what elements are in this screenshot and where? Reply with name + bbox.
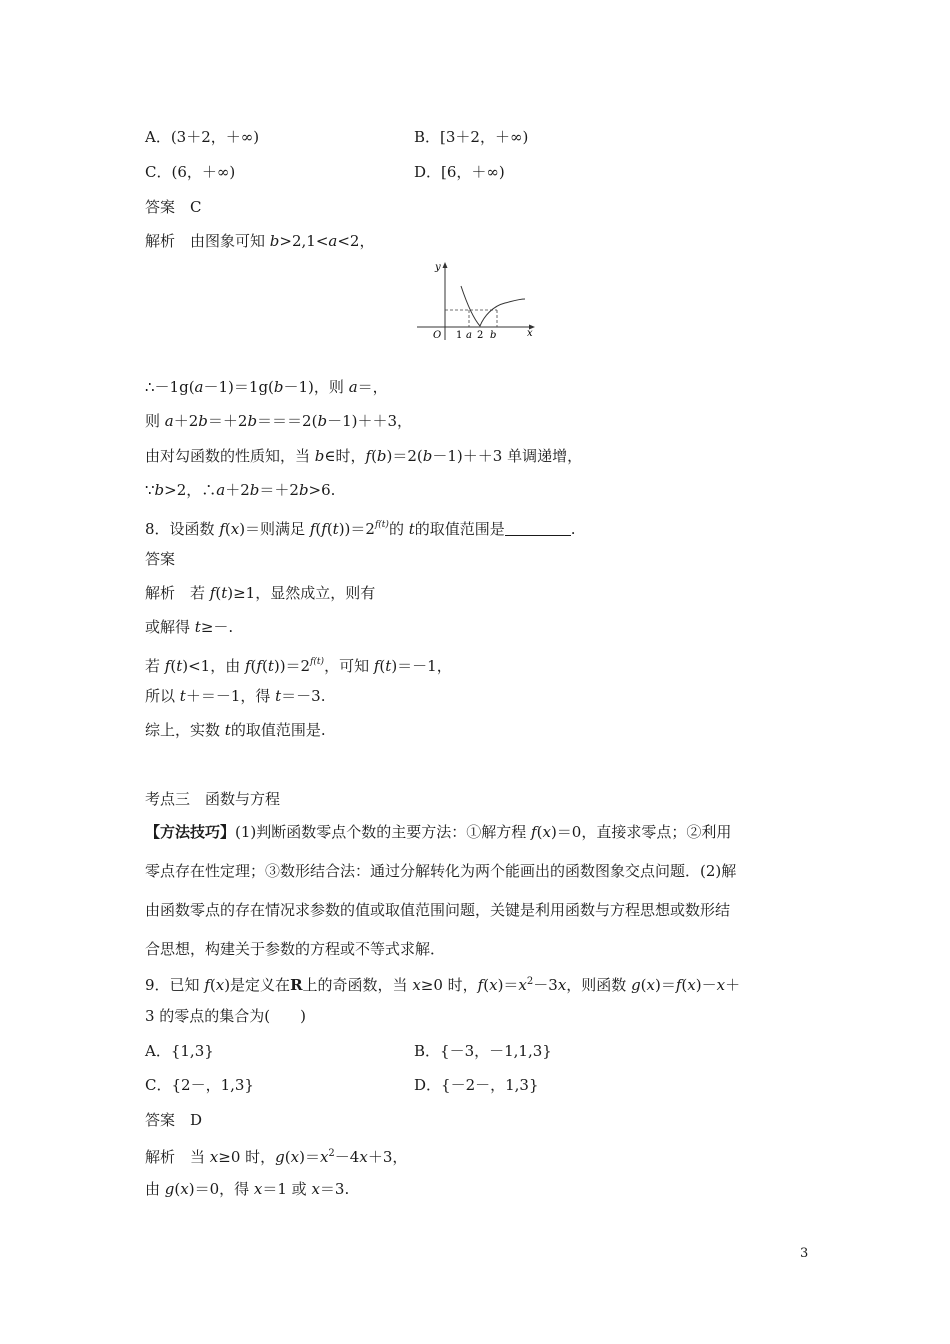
var-x: x bbox=[646, 976, 655, 994]
text: ∵ bbox=[145, 481, 155, 499]
q9-option-c: C．{2－，1,3} bbox=[145, 1076, 254, 1094]
text: ＝＝＝2( bbox=[257, 412, 318, 430]
text: )<1，由 bbox=[182, 657, 245, 675]
text: ( bbox=[640, 976, 647, 994]
var-a: a bbox=[348, 378, 358, 396]
text: )＝0，得 bbox=[188, 1180, 254, 1198]
text: ( bbox=[215, 584, 222, 602]
q7-analysis-line3 bbox=[145, 411, 412, 431]
var-x: x bbox=[557, 976, 567, 994]
section-title: 考点三 函数与方程 bbox=[145, 790, 281, 808]
text: 若 bbox=[190, 584, 210, 602]
var-x: x bbox=[716, 976, 726, 994]
method-tip-line1 bbox=[145, 822, 731, 842]
q7-analysis-line5 bbox=[145, 480, 335, 500]
text: ＋＝－1，得 bbox=[185, 687, 276, 705]
var-f: f bbox=[204, 976, 210, 994]
text: 当 bbox=[190, 1148, 210, 1166]
q7-option-b: B．[3＋2，＋∞) bbox=[414, 128, 529, 146]
x-axis-label: x bbox=[527, 328, 533, 339]
text: )＝ bbox=[299, 1148, 320, 1166]
tick-label-1: 1 bbox=[456, 330, 463, 341]
q8-analysis-line5 bbox=[145, 720, 326, 740]
var-x: x bbox=[215, 976, 225, 994]
text: 或解得 bbox=[145, 618, 195, 636]
text: ＝3. bbox=[319, 1180, 350, 1198]
text: ( bbox=[170, 657, 177, 675]
text: ＋2 bbox=[225, 481, 250, 499]
text: )＝ bbox=[497, 976, 519, 994]
q8-analysis-line1 bbox=[145, 583, 375, 603]
var-x: x bbox=[687, 976, 696, 994]
superscript: f(t) bbox=[374, 520, 389, 530]
superscript: 2 bbox=[526, 976, 534, 987]
var-f: f bbox=[309, 520, 316, 538]
text: ＝＋2 bbox=[207, 412, 248, 430]
var-a: a bbox=[164, 412, 174, 430]
q9-answer: 答案 D bbox=[145, 1111, 203, 1129]
method-tip-line2: 零点存在性定理；③数形结合法：通过分解转化为两个能画出的函数图象交点问题．(2)解 bbox=[145, 862, 737, 880]
q7-function-graph bbox=[413, 256, 543, 344]
var-t: t bbox=[179, 687, 186, 705]
var-t: t bbox=[275, 687, 282, 705]
var-b: b bbox=[269, 232, 280, 250]
text: ( bbox=[371, 447, 377, 465]
q9-option-a: A．{1,3} bbox=[145, 1042, 214, 1060]
var-b: b bbox=[317, 412, 328, 430]
q7-option-c: C．(6，＋∞) bbox=[145, 163, 236, 181]
text: ( bbox=[284, 1148, 291, 1166]
text: 的取值范围是 bbox=[414, 520, 505, 538]
text: ＝－3. bbox=[281, 687, 326, 705]
var-b: b bbox=[298, 481, 309, 499]
y-axis-arrow bbox=[443, 262, 448, 268]
text: 则 bbox=[145, 412, 165, 430]
text: 8．设函数 bbox=[145, 520, 220, 538]
text: 的取值范围是. bbox=[230, 721, 326, 739]
var-x: x bbox=[230, 520, 240, 538]
var-x: x bbox=[253, 1180, 263, 1198]
var-a: a bbox=[194, 378, 204, 396]
var-t: t bbox=[194, 618, 201, 636]
text: >6. bbox=[308, 481, 336, 499]
var-f: f bbox=[365, 447, 372, 465]
text: )是定义在 bbox=[224, 976, 291, 994]
method-tip-line4: 合思想，构建关于参数的方程或不等式求解． bbox=[145, 940, 446, 958]
text: ( bbox=[261, 657, 268, 675]
var-t: t bbox=[385, 657, 392, 675]
text: (1)判断函数零点个数的主要方法：①解方程 bbox=[235, 823, 532, 841]
var-x: x bbox=[180, 1180, 189, 1198]
text: ＋ bbox=[725, 976, 741, 994]
var-t: t bbox=[176, 657, 183, 675]
tick-label-a: a bbox=[466, 330, 472, 341]
q8-answer: 答案 bbox=[145, 550, 176, 568]
text: >2，∴ bbox=[164, 481, 217, 499]
var-a: a bbox=[216, 481, 226, 499]
text: ( bbox=[224, 520, 231, 538]
text: )＝ bbox=[655, 976, 676, 994]
analysis-label: 解析 bbox=[145, 232, 191, 250]
var-x: x bbox=[311, 1180, 320, 1198]
text: )＝则满足 bbox=[239, 520, 310, 538]
q9-analysis-line1 bbox=[145, 1144, 407, 1167]
text: ))＝2 bbox=[338, 520, 375, 538]
superscript: f(t) bbox=[310, 657, 325, 667]
text: )＝0，直接求零点；②利用 bbox=[550, 823, 732, 841]
text: ≥0 时， bbox=[218, 1148, 276, 1166]
text: )－ bbox=[695, 976, 717, 994]
text: )＝2( bbox=[386, 447, 423, 465]
var-b: b bbox=[247, 412, 258, 430]
var-t: t bbox=[332, 520, 339, 538]
var-f: f bbox=[321, 520, 327, 538]
q8-analysis-line4 bbox=[145, 686, 325, 706]
text: )＝－1， bbox=[391, 657, 452, 675]
text: －4 bbox=[334, 1148, 360, 1166]
text: 由图象可知 bbox=[190, 232, 270, 250]
var-g: g bbox=[275, 1148, 285, 1166]
text: ≥0 时， bbox=[420, 976, 478, 994]
var-x: x bbox=[209, 1148, 219, 1166]
q7-answer: 答案 C bbox=[145, 198, 202, 216]
text: ( bbox=[209, 976, 216, 994]
text: －3 bbox=[533, 976, 558, 994]
var-b: b bbox=[314, 447, 325, 465]
var-f: f bbox=[477, 976, 484, 994]
curve bbox=[461, 286, 525, 326]
var-b: b bbox=[422, 447, 433, 465]
q8-question bbox=[145, 515, 576, 539]
var-x: x bbox=[489, 976, 498, 994]
var-t: t bbox=[224, 721, 231, 739]
q7-analysis-line1 bbox=[145, 231, 374, 251]
q9-analysis-line2 bbox=[145, 1179, 349, 1199]
origin-label: O bbox=[433, 330, 442, 341]
page-number: 3 bbox=[800, 1246, 809, 1261]
analysis-label: 解析 bbox=[145, 1148, 191, 1166]
var-f: f bbox=[244, 657, 251, 675]
text: 的 bbox=[388, 520, 409, 538]
method-tip-label: 【方法技巧】 bbox=[145, 823, 236, 841]
text: ( bbox=[315, 520, 322, 538]
var-x: x bbox=[290, 1148, 300, 1166]
var-b: b bbox=[376, 447, 387, 465]
var-g: g bbox=[164, 1180, 175, 1198]
q7-option-d: D．[6，＋∞) bbox=[414, 163, 505, 181]
var-f: f bbox=[164, 657, 171, 675]
q9-question-line1 bbox=[145, 972, 740, 995]
text: ( bbox=[483, 976, 490, 994]
var-x: x bbox=[542, 823, 551, 841]
var-x: x bbox=[412, 976, 421, 994]
var-f: f bbox=[209, 584, 216, 602]
answer-blank bbox=[505, 521, 571, 536]
var-f: f bbox=[675, 976, 682, 994]
text: ＋2 bbox=[173, 412, 199, 430]
text: ＝， bbox=[357, 378, 388, 396]
text: －1)＋＋3， bbox=[327, 412, 413, 430]
tick-label-2: 2 bbox=[477, 330, 484, 341]
text: ( bbox=[250, 657, 257, 675]
var-x: x bbox=[319, 1148, 329, 1166]
text: －1)＝1g( bbox=[203, 378, 274, 396]
var-b: b bbox=[198, 412, 208, 430]
text: ( bbox=[536, 823, 543, 841]
text: 上的奇函数，当 bbox=[302, 976, 413, 994]
q9-option-d: D．{－2－，1,3} bbox=[414, 1076, 539, 1094]
var-b: b bbox=[154, 481, 165, 499]
text: ∈时， bbox=[324, 447, 366, 465]
text: . bbox=[570, 520, 576, 538]
text: ( bbox=[681, 976, 688, 994]
var-x: x bbox=[518, 976, 527, 994]
q8-analysis-line3 bbox=[145, 652, 452, 676]
text: >2,1< bbox=[279, 232, 329, 250]
text: ( bbox=[326, 520, 333, 538]
text: －1)＋＋3 单调递增， bbox=[432, 447, 583, 465]
text: ))＝2 bbox=[273, 657, 311, 675]
text: 综上，实数 bbox=[145, 721, 225, 739]
method-tip-line3: 由函数零点的存在情况求参数的值或取值范围问题，关键是利用函数与方程思想或数形结 bbox=[145, 901, 731, 919]
q9-question-line2: 3 的零点的集合为( ) bbox=[145, 1007, 307, 1025]
q7-option-a: A．(3＋2，＋∞) bbox=[145, 128, 260, 146]
text: ＝1 或 bbox=[262, 1180, 312, 1198]
var-b: b bbox=[249, 481, 260, 499]
text: ( bbox=[379, 657, 386, 675]
tick-label-b: b bbox=[490, 330, 497, 341]
var-f: f bbox=[531, 823, 537, 841]
var-x: x bbox=[359, 1148, 368, 1166]
text: 由对勾函数的性质知，当 bbox=[145, 447, 315, 465]
text: ( bbox=[174, 1180, 181, 1198]
text: ≥－. bbox=[200, 618, 234, 636]
var-g: g bbox=[631, 976, 641, 994]
text: 所以 bbox=[145, 687, 180, 705]
q8-analysis-line2 bbox=[145, 617, 233, 637]
y-axis-label: y bbox=[435, 262, 441, 273]
text: )≥1，显然成立，则有 bbox=[227, 584, 376, 602]
text: －1)，则 bbox=[283, 378, 349, 396]
text: 9．已知 bbox=[145, 976, 205, 994]
superscript: 2 bbox=[328, 1148, 335, 1159]
var-f: f bbox=[373, 657, 380, 675]
text: ＋3， bbox=[367, 1148, 408, 1166]
var-t: t bbox=[408, 520, 415, 538]
analysis-label: 解析 bbox=[145, 584, 191, 602]
text: <2， bbox=[337, 232, 375, 250]
real-numbers-symbol: R bbox=[290, 976, 303, 994]
var-t: t bbox=[267, 657, 274, 675]
var-f: f bbox=[219, 520, 225, 538]
q7-analysis-line2 bbox=[145, 377, 388, 397]
var-a: a bbox=[328, 232, 338, 250]
q9-option-b: B．{－3，－1,1,3} bbox=[414, 1042, 552, 1060]
q7-analysis-line4 bbox=[145, 446, 582, 466]
text: ∴－1g( bbox=[145, 378, 195, 396]
text: ＝＋2 bbox=[259, 481, 299, 499]
var-f: f bbox=[256, 657, 262, 675]
text: 由 bbox=[145, 1180, 165, 1198]
text: 若 bbox=[145, 657, 165, 675]
text: ，则函数 bbox=[566, 976, 632, 994]
var-b: b bbox=[273, 378, 284, 396]
text: ，可知 bbox=[324, 657, 374, 675]
var-t: t bbox=[221, 584, 228, 602]
